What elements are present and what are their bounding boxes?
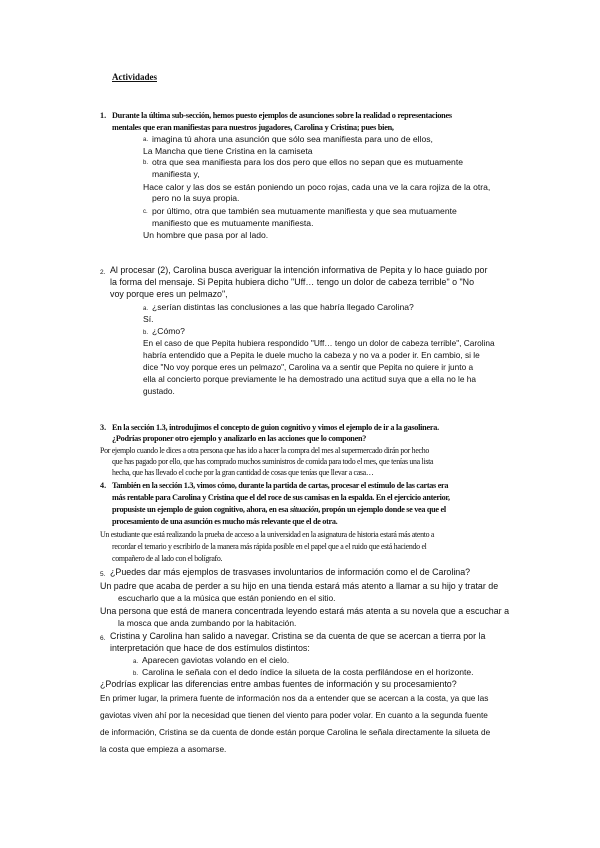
q1-c-answer: Un hombre que pasa por al lado.	[143, 230, 269, 240]
q2-a-text: ¿serían distintas las conclusiones a las que habría llegado Carolina?	[152, 302, 414, 312]
q6-line-1: Cristina y Carolina han salido a navegar. Cristina se da cuenta de que se acercan a tierra por la	[110, 631, 486, 641]
q2-line-3: voy porque eres un pelmazo",	[110, 289, 228, 299]
q4-line-4: procesamiento de una asunción es mucho más relevante que el de otra.	[112, 517, 338, 526]
q6-answer-3: de información, Cristina se da cuenta de donde están porque Carolina le señala directamente la silueta de	[100, 727, 491, 737]
q1-c-text-2: manifiesto que es mutuamente manifiesta.	[152, 218, 314, 228]
q2-answer-1: En el caso de que Pepita hubiera respondido "Uff… tengo un dolor de cabeza terrible", Carolina	[143, 338, 495, 348]
q2-a-answer: Sí.	[143, 314, 154, 324]
q4-number: 4.	[100, 481, 107, 490]
q1-c-marker: c.	[143, 209, 148, 215]
q1-number: 1.	[100, 111, 107, 120]
q2-answer-5: gustado.	[143, 386, 175, 396]
q5-number: 5.	[100, 571, 106, 578]
q4-line-3-end: , propón un ejemplo donde se vea que el	[318, 505, 446, 514]
q1-a-answer: La Mancha que tiene Cristina en la camiseta	[143, 146, 313, 156]
q6-line-3: ¿Podrías explicar las diferencias entre ambas fuentes de información y su procesamiento?	[100, 679, 457, 689]
q1-line-2: mentales que eran manifiestas para nuestros jugadores, Carolina y Cristina; pues bien,	[112, 123, 394, 132]
q3-line-1: En la sección 1.3, introdujimos el concepto de guion cognitivo y vimos el ejemplo de ir a la gasolinera.	[112, 423, 439, 432]
q5-answer-4: la mosca que anda zumbando por la habitación.	[118, 618, 297, 628]
q5-answer-2: escucharlo que a la música que están poniendo en el sitio.	[118, 593, 336, 603]
q2-number: 2.	[100, 269, 106, 276]
q4-line-3-start: propusiste un ejemplo de guion cognitivo, ahora, en esa	[112, 505, 290, 514]
q4-line-3-italic: situación	[289, 505, 319, 514]
q4-line-3	[112, 504, 446, 515]
q2-b-marker: b.	[143, 330, 149, 336]
q6-answer-4: la costa que empieza a asomarse.	[100, 744, 227, 754]
q6-number: 6.	[100, 635, 106, 642]
q3-line-2: ¿Podrías proponer otro ejemplo y analizarlo en las acciones que lo componen?	[112, 434, 367, 443]
q2-a-marker: a.	[143, 306, 149, 312]
q6-b-text: Carolina le señala con el dedo índice la silueta de la costa perfilándose en el horizonte.	[142, 667, 474, 677]
q4-line-1: También en la sección 1.3, vimos cómo, durante la partida de cartas, procesar el estímulo de las cartas era	[112, 481, 449, 490]
q2-answer-3: dice "No voy porque eres un pelmazo", Carolina va a sentir que Pepita no quiere ir junto a	[143, 362, 474, 372]
q3-answer-3: hecha, que has llevado el coche por la gran cantidad de cosas que tenías que llevar a casa…	[112, 468, 374, 477]
q3-number: 3.	[100, 423, 107, 432]
q1-b-marker: b.	[143, 160, 149, 166]
q5-answer-1: Un padre que acaba de perder a su hijo en una tienda estará más atento a llamar a su hijo y tratar de	[100, 581, 499, 591]
q5-line-1: ¿Puedes dar más ejemplos de trasvases involuntarios de información como el de Carolina?	[110, 567, 471, 577]
q2-line-2: la forma del mensaje. Si Pepita hubiera dicho "Uff… tengo un dolor de cabeza terrible" o "No	[110, 277, 475, 287]
q6-answer-2: gaviotas viven ahí por la necesidad que tienen del viento para poder volar. En cuanto a la segunda fuente	[100, 710, 488, 720]
q6-a-marker: a.	[133, 659, 139, 665]
q1-b-text-1: otra que sea manifiesta para los dos pero que ellos no sepan que es mutuamente	[152, 157, 464, 167]
q1-b-answer-1: Hace calor y las dos se están poniendo un poco rojas, cada una ve la cara rojiza de la otra,	[143, 182, 491, 192]
q2-answer-4: ella al concierto porque previamente le ha demostrado una actitud suya que a ella no le ha	[143, 374, 477, 384]
q1-c-text-1: por último, otra que también sea mutuamente manifiesta y que sea mutuamente	[152, 206, 457, 216]
page-title: Actividades	[112, 72, 157, 82]
q5-answer-3: Una persona que está de manera concentrada leyendo estará más atenta a su novela que a escuchar a	[100, 606, 510, 616]
q3-answer-2: que has pagado por ello, que has comprado muchos suministros de comida para todo el mes, que tenías una lista	[112, 457, 434, 466]
q4-line-2: más rentable para Carolina y Cristina que el del roce de sus camisas en la espalda. En el ejercicio anterior,	[112, 493, 450, 502]
q1-b-answer-2: pero no la suya propia.	[152, 193, 240, 203]
q6-b-marker: b.	[133, 671, 139, 677]
q1-a-marker: a.	[143, 137, 149, 143]
q2-answer-2: habría entendido que a Pepita le duele mucho la cabeza y no va a poder ir. En cambio, si le	[143, 350, 480, 360]
q6-a-text: Aparecen gaviotas volando en el cielo.	[142, 655, 290, 665]
q4-answer-1: Un estudiante que está realizando la prueba de acceso a la universidad en la asignatura de historia estará más atento a	[100, 530, 435, 539]
q2-b-text: ¿Cómo?	[152, 326, 185, 336]
q1-line-1: Durante la última sub-sección, hemos puesto ejemplos de asunciones sobre la realidad o representaciones	[112, 111, 452, 120]
q1-a-text: imagina tú ahora una asunción que sólo sea manifiesta para uno de ellos,	[152, 134, 433, 144]
q3-answer-1: Por ejemplo cuando le dices a otra persona que has ido a hacer la compra del mes al supermercado dirán por hecho	[100, 446, 430, 455]
q4-answer-3: compañero de al lado con el bolígrafo.	[112, 554, 223, 563]
q1-b-text-2: manifiesta y,	[152, 169, 200, 179]
q6-line-2: interpretación que hace de dos estímulos distintos:	[110, 643, 310, 653]
q2-line-1: Al procesar (2), Carolina busca averiguar la intención informativa de Pepita y lo hace guiado por	[110, 265, 488, 275]
q4-answer-2: recordar el temario y escribirlo de la manera más rápida posible en el papel que a el ruido que está haciendo el	[112, 542, 427, 551]
q6-answer-1: En primer lugar, la primera fuente de información nos da a entender que se acercan a la costa, ya que las	[100, 693, 489, 703]
